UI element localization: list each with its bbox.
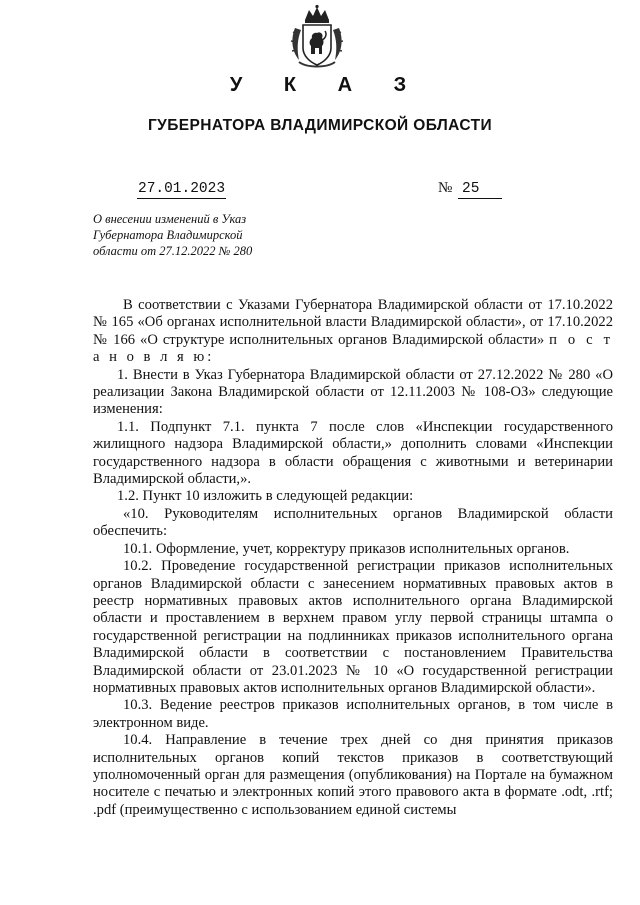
document-subject: О внесении изменений в Указ Губернатора Владимирской области от 27.12.2022 № 280: [93, 212, 253, 258]
coat-of-arms-icon: [287, 4, 347, 70]
document-number: 25: [458, 181, 502, 199]
number-sign: №: [438, 180, 453, 196]
decree-word: п о с т а н о в л я ю:: [93, 331, 613, 366]
paragraph-10-4: 10.4. Направление в течение трех дней со дня принятия приказов исполнительных органов копий текстов приказов в соответствующий уполномоченный орган для размещения (опубликования) на Портале на бумажном носителе с печатью и электронных копий этого правового акта в формате .odt, .rtf; .pdf (преимущественно с использованием единой системы: [93, 732, 613, 818]
paragraph-10-2: 10.2. Проведение государственной регистрации приказов исполнительных органов Владимирской области с занесением нормативных правовых актов в реестр нормативных правовых актов исполнительного органа Владимирской области и проставлением в верхнем правом углу первой страницы штампа о государственной регистрации на подлинниках приказов исполнительного органа Владимирской области в соответствии с постановлением Правительства Владимирской области от 23.01.2023 № 10 «О государственной регистрации нормативных правовых актов исполнительных органов Владимирской области».: [93, 558, 613, 696]
paragraph-1-2: 1.2. Пункт 10 изложить в следующей редакции:: [117, 488, 414, 505]
preamble-text: В соответствии с Указами Губернатора Владимирской области от 17.10.2022 № 165 «Об органах исполнительной власти Владимирской области», от 17.10.2022 № 166 «О структуре исполнительных органов Владимирской области»: [93, 297, 613, 348]
document-date: 27.01.2023: [138, 181, 226, 197]
paragraph-10-3: 10.3. Ведение реестров приказов исполнительных органов, в том числе в электронном виде.: [93, 697, 613, 731]
preamble-paragraph: [93, 297, 613, 367]
paragraph-1: 1. Внести в Указ Губернатора Владимирской области от 27.12.2022 № 280 «О реализации Закона Владимирской области от 12.11.2003 № 108-ОЗ» следующие изменения:: [93, 366, 613, 418]
paragraph-10-1: 10.1. Оформление, учет, корректуру приказов исполнительных органов.: [123, 540, 570, 557]
paragraph-10: «10. Руководителям исполнительных органов Владимирской области обеспечить:: [93, 505, 613, 540]
document-title: У К А З: [229, 74, 425, 96]
document-body: [93, 297, 613, 819]
issuer-title: ГУБЕРНАТОРА ВЛАДИМИРСКОЙ ОБЛАСТИ: [148, 117, 492, 134]
paragraph-1-1: 1.1. Подпункт 7.1. пункта 7 после слов «Инспекции государственного жилищного надзора Владимирской области,» дополнить словами «Инспекции государственного надзора в области обращения с животными и ветеринарии Владимирской области,».: [93, 418, 613, 488]
